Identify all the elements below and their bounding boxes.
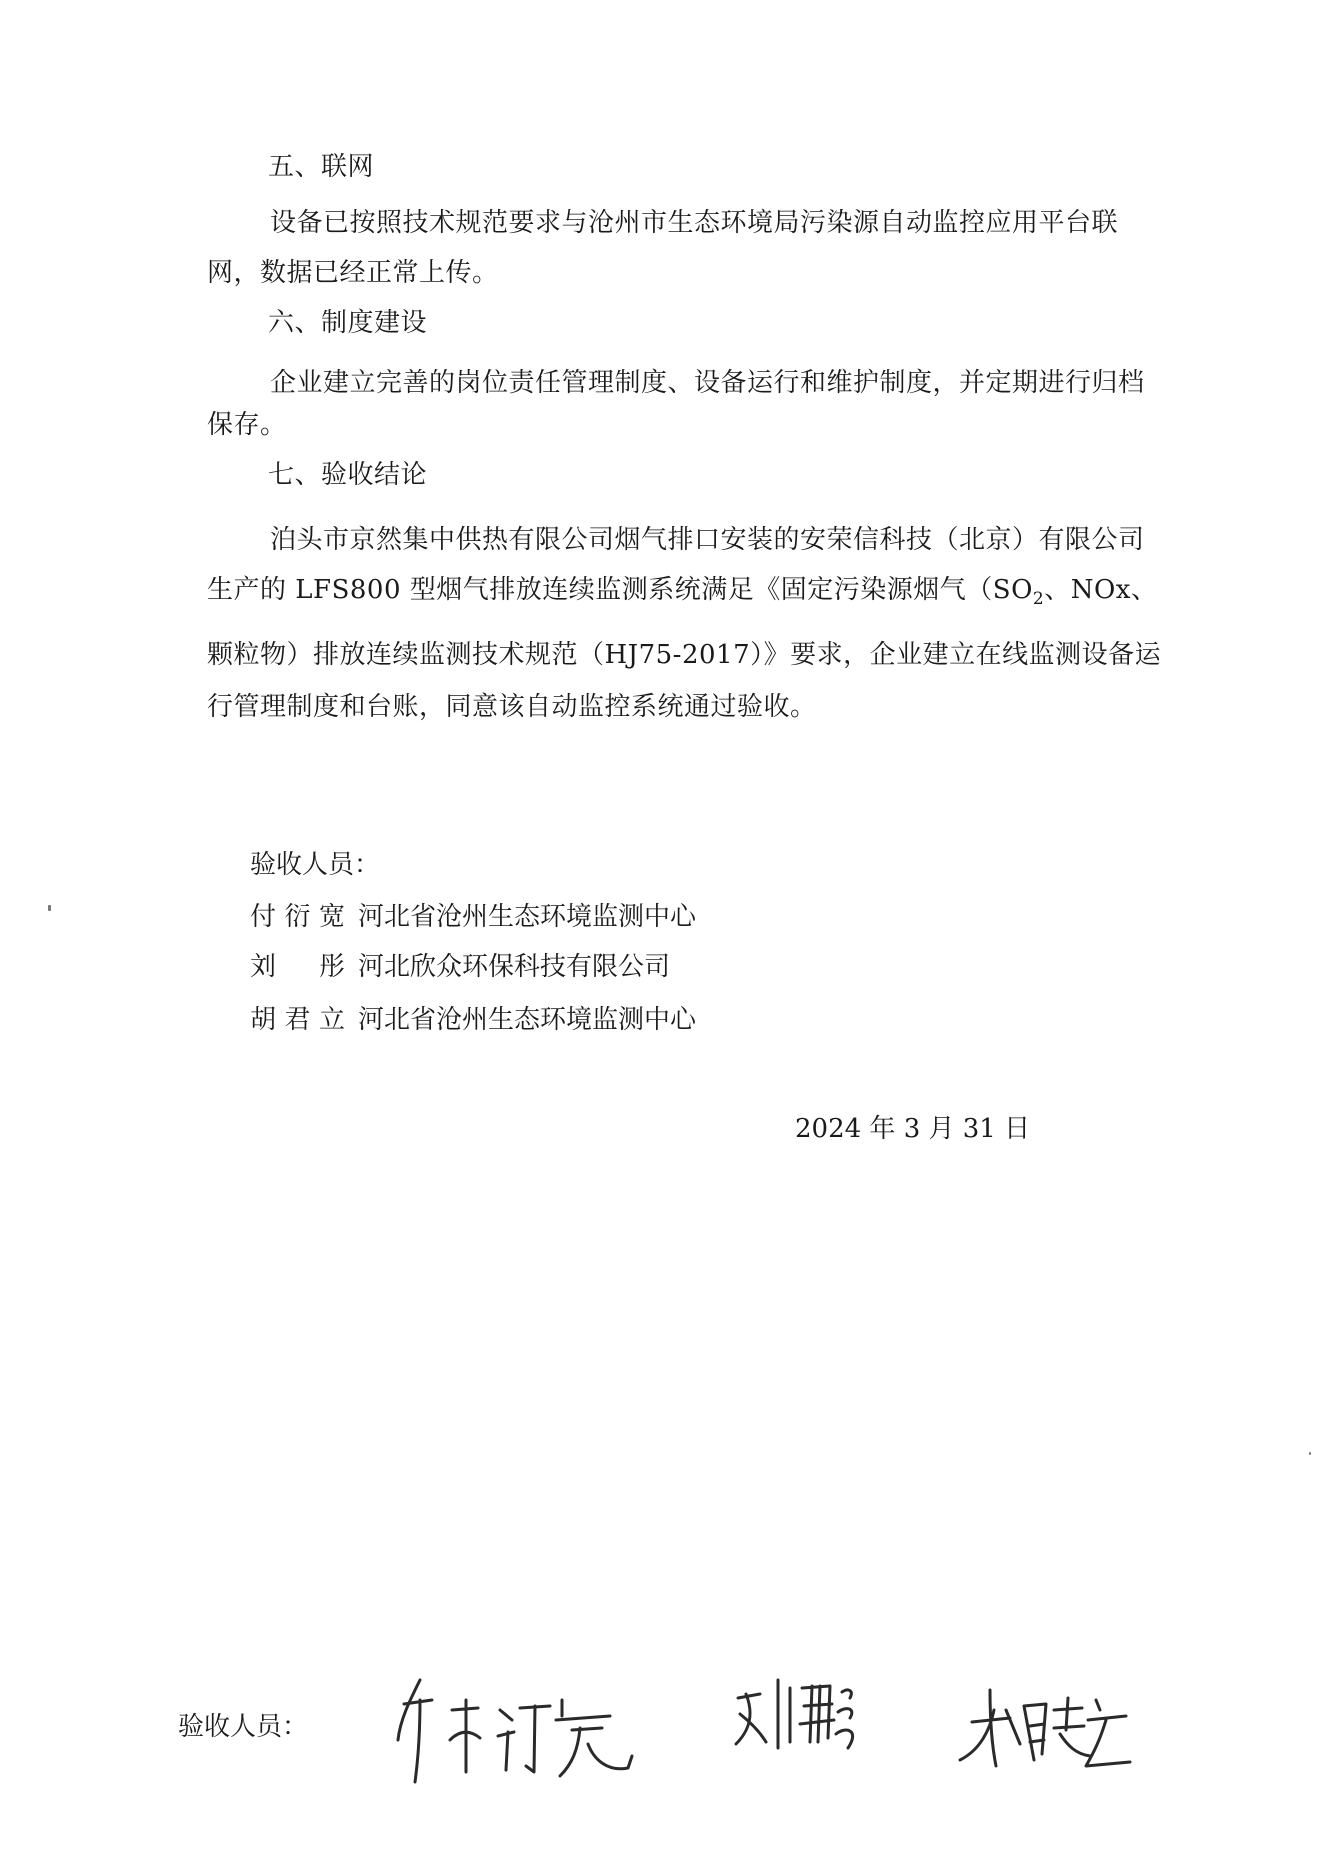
handwritten-signature-1	[380, 1660, 640, 1790]
paragraph-line: 企业建立完善的岗位责任管理制度、设备运行和维护制度，并定期进行归档	[270, 368, 1145, 398]
scan-speck	[1309, 1452, 1311, 1455]
paragraph-line: 行管理制度和台账，同意该自动监控系统通过验收。	[207, 692, 817, 722]
paragraph-line: 网，数据已经正常上传。	[207, 258, 499, 288]
section-heading-networking: 五、联网	[268, 152, 375, 182]
footer-signature-label: 验收人员：	[178, 1712, 309, 1742]
section-heading-conclusion: 七、验收结论	[268, 460, 428, 490]
scan-speck	[48, 905, 51, 911]
handwritten-signature-2	[720, 1658, 870, 1768]
inspectors-label: 验收人员：	[250, 850, 381, 880]
subscript: 2	[1032, 589, 1045, 610]
document-date: 2024 年 3 月 31 日	[795, 1114, 1031, 1144]
inspector-org: 河北省沧州生态环境监测中心	[358, 1005, 697, 1035]
handwritten-signature-3	[950, 1670, 1140, 1780]
paragraph-line: 泊头市京然集中供热有限公司烟气排口安装的安荣信科技（北京）有限公司	[270, 525, 1145, 555]
inspector-name: 胡君立	[250, 1005, 345, 1035]
paragraph-line: 保存。	[207, 410, 287, 440]
inspector-org: 河北省沧州生态环境监测中心	[358, 902, 697, 932]
section-heading-system: 六、制度建设	[268, 308, 428, 338]
paragraph-line: 颗粒物）排放连续监测技术规范（HJ75-2017）》要求，企业建立在线监测设备运	[207, 640, 1162, 670]
paragraph-line	[207, 573, 1158, 616]
text-run: 生产的 LFS800 型烟气排放连续监测系统满足《固定污染源烟气（SO	[207, 575, 1033, 605]
text-run: 、NOx、	[1044, 575, 1158, 605]
inspector-name: 付衍宽	[250, 902, 345, 932]
inspector-org: 河北欣众环保科技有限公司	[358, 952, 671, 982]
inspector-name: 刘彤	[250, 952, 345, 982]
paragraph-line: 设备已按照技术规范要求与沧州市生态环境局污染源自动监控应用平台联	[270, 208, 1119, 238]
